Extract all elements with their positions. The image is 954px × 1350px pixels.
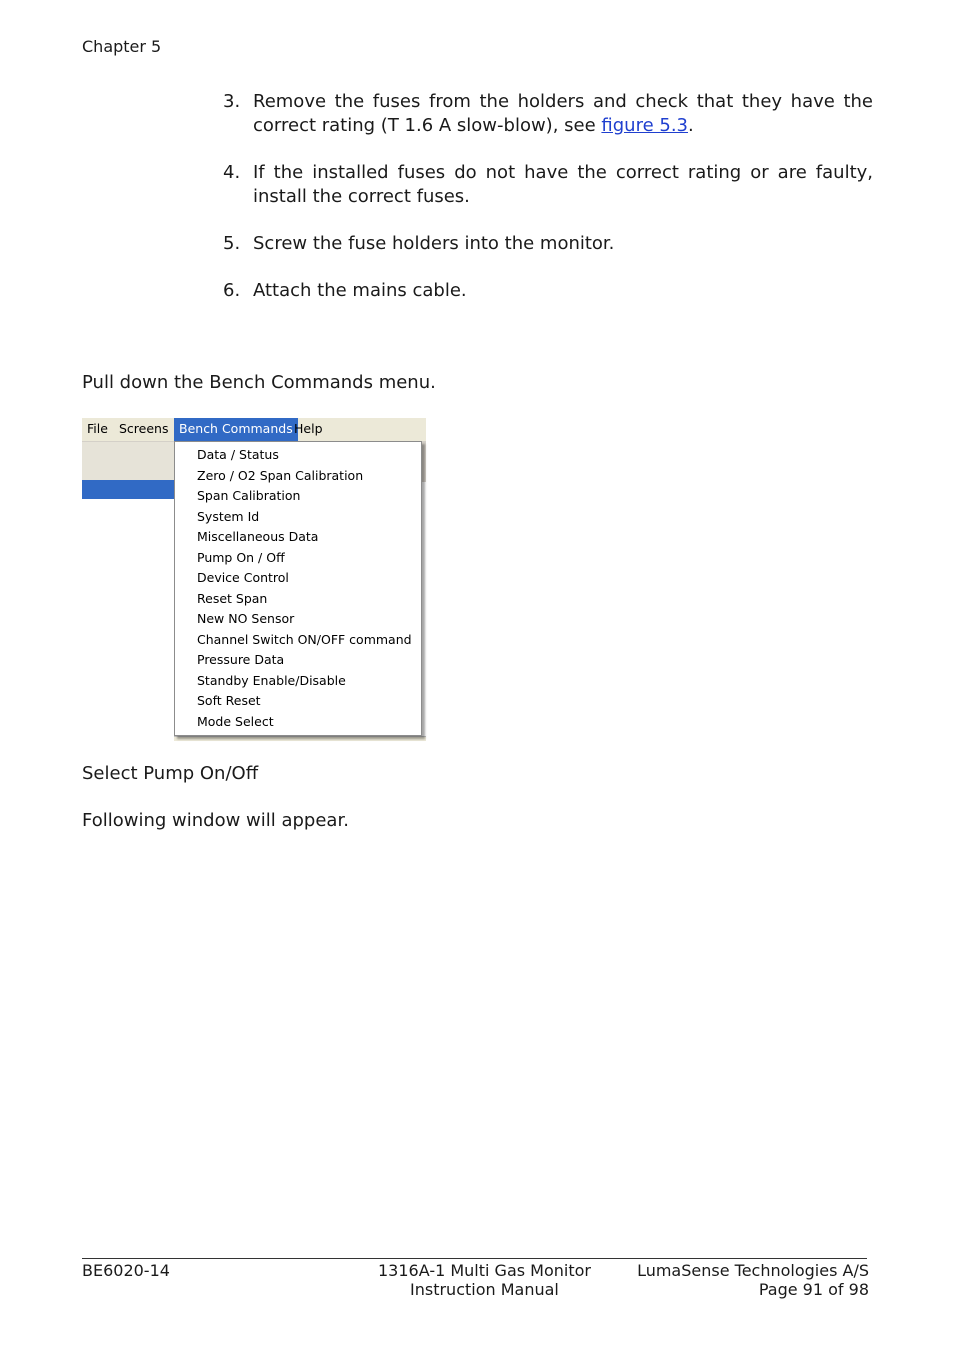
window-bottom-edge [174,736,426,741]
figure-link[interactable]: figure 5.3 [601,115,689,136]
menu-item[interactable]: Reset Span [197,590,268,606]
step-6: 6. Attach the mains cable. [223,280,467,301]
background-edge [422,442,426,482]
menu-bar [82,418,426,442]
footer-divider [82,1258,867,1259]
menu-item[interactable]: Zero / O2 Span Calibration [197,467,364,483]
menu-item[interactable]: Channel Switch ON/OFF command [197,631,412,647]
step-3: 3. Remove the fuses from the holders and check that they have the correct rating (T 1.6 A slow-blow), see figure 5.3. [223,91,873,136]
menu-item[interactable]: System Id [197,508,260,524]
menu-item[interactable]: Span Calibration [197,488,301,503]
step-5: 5. Screw the fuse holders into the monitor. [223,233,615,254]
select-instruction: Select Pump On/Off [82,763,259,784]
menu-help[interactable]: Help [294,421,323,436]
bench-commands-dropdown [174,441,422,736]
intro-text: Pull down the Bench Commands menu. [82,372,436,393]
footer-manual: Instruction Manual [410,1280,559,1299]
menu-item[interactable]: Soft Reset [197,693,261,708]
menu-item[interactable]: Standby Enable/Disable [197,672,346,688]
background-panel [82,442,174,480]
footer-doc-id: BE6020-14 [82,1261,170,1280]
menu-item[interactable]: Miscellaneous Data [197,529,319,544]
menu-file[interactable]: File [87,421,108,436]
background-area [82,499,174,739]
menu-item[interactable]: Mode Select [197,713,274,729]
footer-page-number: Page 91 of 98 [758,1280,869,1299]
window-note: Following window will appear. [82,810,349,831]
instruction-steps [223,90,873,326]
menu-bench-commands[interactable]: Bench Commands [174,418,298,441]
footer-company: LumaSense Technologies A/S [637,1261,869,1280]
background-selection [82,480,174,499]
dropdown-items [197,445,412,732]
menu-item[interactable]: Pump On / Off [197,549,285,565]
menu-item[interactable]: Device Control [197,570,289,585]
chapter-heading: Chapter 5 [82,37,162,56]
menu-item[interactable]: Pressure Data [197,652,285,667]
footer-product: 1316A-1 Multi Gas Monitor [378,1261,591,1280]
menu-screenshot [82,418,426,740]
step-4: 4. If the installed fuses do not have the correct rating or are faulty, install the correct fuses. [223,162,873,207]
menu-screens[interactable]: Screens [119,421,169,436]
menu-item[interactable]: Data / Status [197,447,279,462]
menu-item[interactable]: New NO Sensor [197,611,295,626]
